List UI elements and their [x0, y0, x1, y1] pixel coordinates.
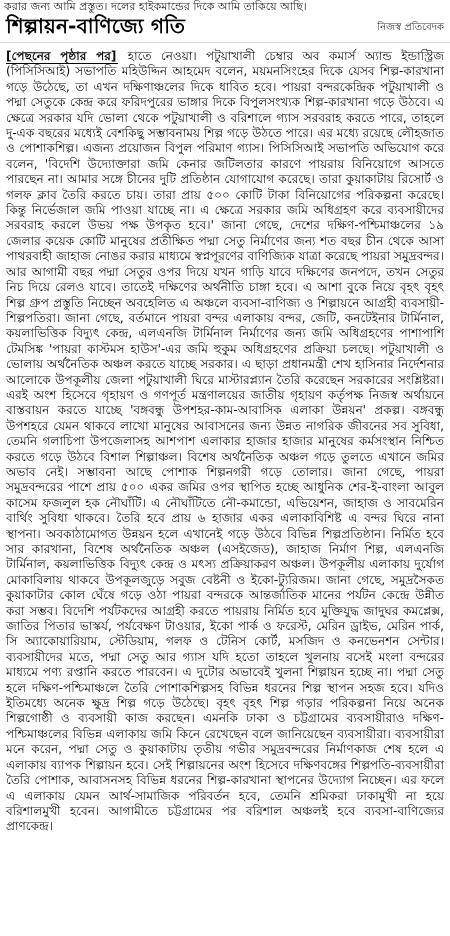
article-body: [0, 43, 450, 936]
article-headline: শিল্পায়ন-বাণিজ্যে গতি: [6, 13, 186, 38]
article-text: হাতে নেওয়া। পটুয়াখালী চেম্বার অব কমার্স অ্যান্ড ইন্ডাস্ট্রিজ (পিসিসিআই) সভাপতি মহিউদ্দিন আহমেদ বলেন, ময়মনসিংহের দিকে যেসব শিল্প-কারখানা গড়ে উঠেছে, তা এখন দক্ষিণাঞ্চলের দিকে ধাবিত হবে। পায়রা বন্দরকেন্দ্রিক পটুয়াখালী ও পদ্মা সেতুকে কেন্দ্র করে ফরিদপুরের ভাঙ্গার দিকে বিপুলসংখ্যক শিল্প-কারখানা গড়ে উঠবে। এ ক্ষেত্রে সরকার যদি ভোলা থেকে পটুয়াখালী ও বরিশালে গ্যাস সরবরাহ করতে পারে, তাহলে দু-এক বছরের মধ্যেই বেশকিছু সম্ভাবনাময় শিল্প গড়ে উঠতে পারে। এর মধ্যে রয়েছে লৌহজাত ও পোশাকশিল্প। এজন্য প্রয়োজন বিপুল পরিমাণ গ্যাস। পিসিসিআই সভাপতি অভিযোগ করে বলেন, 'বিদেশি উদ্যোক্তারা জমি কেনার জটিলতার কারণে পায়রায় বিনিয়োগে আসতে পারছেন না। আমার সঙ্গে চীনের দুটি প্রতিষ্ঠান যোগাযোগ করেছে। তারা কুয়াকাটায় রিসোর্ট ও গলফ ক্লাব তৈরি করতে চায়। তারা প্রায় ৫০০ কোটি টাকা বিনিয়োগের পরিকল্পনা করেছে। কিন্তু নির্ভেজাল জমি পাওয়া যাচ্ছে না। এ ক্ষেত্রে সরকার জমি অধিগ্রহণ করে ব্যবসায়ীদের সরবরাহ করলে উভয় পক্ষ উপকৃত হবে।' জানা গেছে, দেশের দক্ষিণ-পশ্চিমাঞ্চলের ১৯ জেলার কয়েক কোটি মানুষের প্রতীক্ষিত পদ্মা সেতু নির্মাণের জন্য শত বছর চীন থেকে আসা পাথরবাহী জাহাজ নোঙর করার মাধ্যমে স্বপ্নপূরণের বাণিজ্যিক যাত্রা করেছে পায়রা সমুদ্রবন্দর। আর আগামী বছর পদ্মা সেতুর ওপর দিয়ে যখন গাড়ি যাবে দক্ষিণের জনপদে, তখন সেতুর নিচ দিয়ে রেলও যাবে। তাতেই দক্ষিণের অর্থনীতি চাঙ্গা হবে। এ আশা বুকে নিয়ে বৃহৎ বৃহৎ শিল্প গ্রুপ প্রস্তুতি নিচ্ছেন অবহেলিত এ অঞ্চলে ব্যবসা-বাণিজ্য ও শিল্পায়নে আগ্রহী ব্যবসায়ী-শিল্পপতিরা। জানা গেছে, বর্তমানে পায়রা বন্দর এলাকায় বন্দর, জেটি, কনটেইনার টার্মিনাল, কয়লাভিত্তিক বিদ্যুৎ কেন্দ্র, এলএনজি টার্মিনাল নির্মাণের জন্য জমি অধিগ্রহণের পাশাপাশি টেমসিঙ্ক 'পায়রা কাস্টমস হাউস'-এর জমি হুকুম অধিগ্রহণের প্রক্রিয়া চলছে। পটুয়াখালী ও ভোলায় অর্থনৈতিক অঞ্চল করতে যাচ্ছে সরকার। এ ছাড়া প্রধানমন্ত্রী শেখ হাসিনার নির্দেশনার আলোকে উপকূলীয় জেলা পটুয়াখালী ঘিরে মাস্টারপ্ল্যান তৈরি করেছেন সরকারের সংশ্লিষ্টরা। এরই অংশ হিসেবে গৃহায়ণ ও গণপূর্ত মন্ত্রণালয়ের জাতীয় গৃহায়ণ কর্তৃপক্ষ নিজস্ব অর্থায়নে বাস্তবায়ন করতে যাচ্ছে 'বঙ্গবন্ধু উপশহর-কাম-আবাসিক এলাকা উন্নয়ন' প্রকল্প। বঙ্গবন্ধু উপশহরে যেমন থাকবে লাখো মানুষের আবাসনের জন্য উন্নত নাগরিক জীবনের সব সুবিধা, তেমনি গলাচিপা উপজেলাসহ আশপাশ এলাকার হাজার হাজার মানুষের কর্মসংস্থান নিশ্চিত করতে গড়ে উঠবে বিশাল শিল্পাঞ্চল। বিশেষ অর্থনৈতিক অঞ্চল গড়ে তুলতে এখানে জমির অভাব নেই। সম্ভাবনা আছে পোশাক শিল্পনগরী গড়ে তোলার। জানা গেছে, পায়রা সমুদ্রবন্দরের পাশে প্রায় ৫০০ একর জমির ওপর স্থাপিত হচ্ছে আধুনিক শের-ই-বাংলা আবুল কাসেম ফজলুল হক নৌঘাঁটি। এ নৌঘাঁটিতে নৌ-কমান্ডো, এভিয়েশন, জাহাজ ও সাবমেরিন বার্থিং সুবিধা থাকবে। তৈরি হবে প্রায় ৬ হাজার একর এলাকাবিশিষ্ট এ বন্দর ঘিরে নানা স্থাপনা। অবকাঠামোগত উন্নয়ন হলে এখানেই গড়ে উঠবে বিভিন্ন শিল্পপ্রতিষ্ঠান। নির্মিত হবে সার কারখানা, বিশেষ অর্থনৈতিক অঞ্চল (এসইজেড), জাহাজ নির্মাণ শিল্প, এলএনজি টার্মিনাল, কয়লাভিত্তিক বিদ্যুৎ কেন্দ্র ও মৎস্য প্রক্রিয়াকরণ অঞ্চল। উপকূলীয় এলাকায় দুর্যোগ মোকাবিলায় থাকবে উপকূলজুড়ে সবুজ বেষ্টনী ও ইকো-ট্যুরিজম। জানা গেছে, সমুদ্রসৈকত কুয়াকাটার কোল ঘেঁষে গড়ে ওঠা পায়রা বন্দরকে আন্তর্জাতিক মানের পর্যটন কেন্দ্রে উন্নীত করা সম্ভব। বিদেশি পর্যটকদের আগ্রহী করতে পায়রায় নির্মিত হবে মুক্তিযুদ্ধ জাদুঘর কমপ্লেক্স, জাতির পিতার ভাস্কর্য, পর্যবেক্ষণ টাওয়ার, ইকো পার্ক ও ফরেস্ট, মেরিন ড্রাইভ, মেরিন পার্ক, সি অ্যাকোয়ারিয়াম, স্টেডিয়াম, গলফ ও টেনিস কোর্ট, মসজিদ ও কনভেনশন সেন্টার। ব্যবসায়ীদের মতে, পদ্মা সেতু আর গ্যাস যদি হতো তাহলে খুলনায় বসেই মংলা বন্দরের মাধ্যমে পণ্য রপ্তানি করতে পারবেন। এ দুটোর অভাবেই খুলনা শিল্পায়ন হচ্ছে না। পদ্মা সেতু হলে দক্ষিণ-পশ্চিমাঞ্চলে তৈরি পোশাকশিল্পসহ বিভিন্ন ধরনের শিল্প স্থাপন সহজ হবে। যদিও ইতিমধ্যে অনেক ক্ষুদ্র শিল্প গড়ে উঠেছে। বৃহৎ বৃহৎ শিল্প গড়ার পরিকল্পনা নিয়ে অনেক শিল্পগোষ্ঠী ও ব্যবসায়ী কাজ করছেন। এমনকি ঢাকা ও চট্টগ্রামের ব্যবসায়ীরাও দক্ষিণ-পশ্চিমাঞ্চলের বিভিন্ন এলাকায় জমি কিনে রেখেছেন বলে জানিয়েছেন ব্যবসায়ীরা। ব্যবসায়ীরা মনে করেন, পদ্মা সেতু ও কুয়াকাটায় তৃতীয় গভীর সমুদ্রবন্দরের নির্মাণকাজ শেষ হলে এ এলাকায় ব্যাপক শিল্পায়ন হবে। সেই শিল্পায়নের অংশ হিসেবে দক্ষিণবঙ্গের শিল্পপতি-ব্যবসায়ীরা তৈরি পোশাক, আবাসনসহ বিভিন্ন ধরনের শিল্প-কারখানা স্থাপনের উদ্যোগ নিচ্ছেন। এর ফলে এ এলাকায় যেমন আর্থ-সামাজিক পরিবর্তন হবে, তেমনি শ্রমিকরা ঢাকামুখী না হয়ে বরিশালমুখী হবেন। আগামীতে চট্টগ্রামের পর বরিশাল অঞ্চলই হবে ব্যবসা-বাণিজ্যের প্রাণকেন্দ্র।: [6, 49, 445, 834]
previous-article-tail: করার জন্য আমি প্রস্তুত। দলের হাইকমান্ডের দিকে আমি তাকিয়ে আছি।: [4, 0, 307, 13]
headline-row: [0, 14, 450, 43]
continued-from-label: [পেছনের পৃষ্ঠার পর]: [6, 49, 117, 63]
byline: নিজস্ব প্রতিবেদক: [377, 21, 444, 33]
